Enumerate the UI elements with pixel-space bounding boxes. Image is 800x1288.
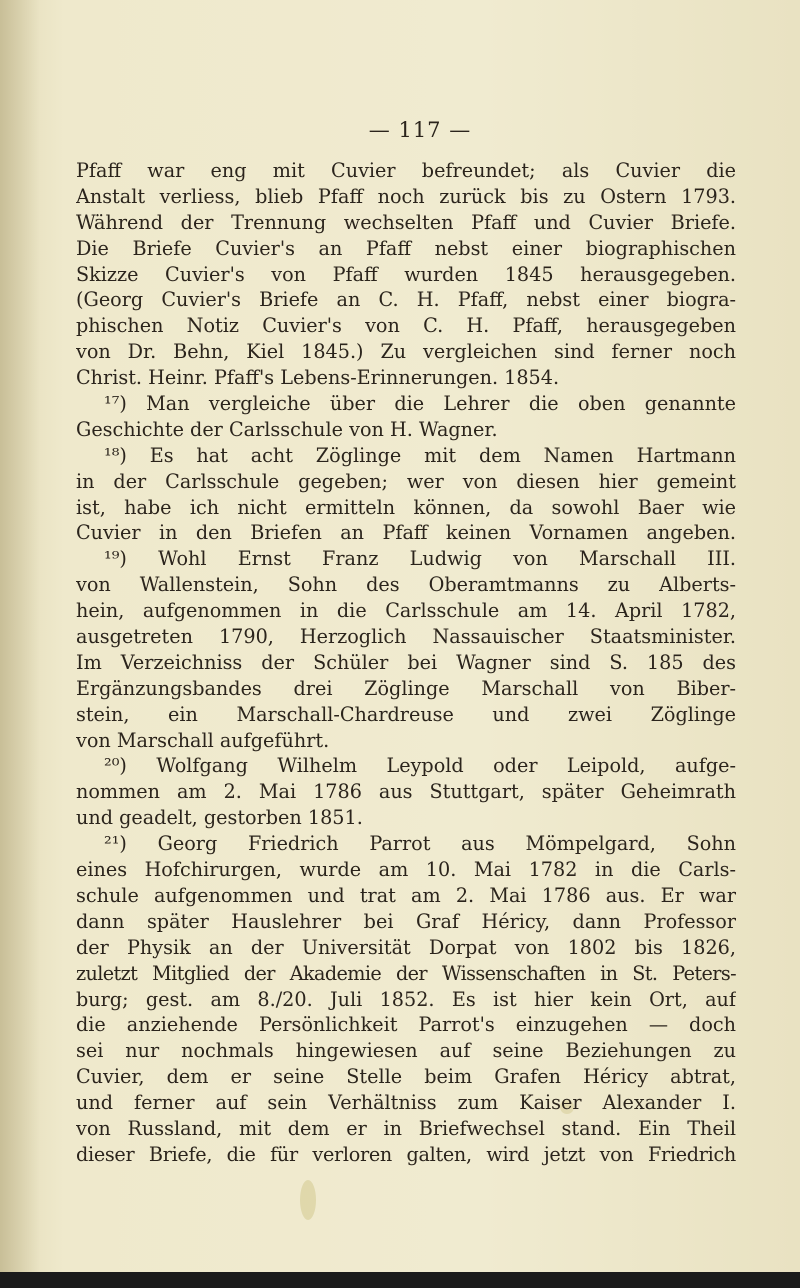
text-line: Während der Trennung wechselten Pfaff und Cuvier Briefe. [76,210,736,234]
body-text [76,158,736,1168]
binding-shadow [0,0,40,1288]
text-line: (Georg Cuvier's Briefe an C. H. Pfaff, nebst einer biogra- [76,288,736,312]
text-line: zuletzt Mitglied der Akademie der Wissenschaften in St. Peters- [76,961,736,985]
text-line: und ferner auf sein Verhältniss zum Kaiser Alexander I. [76,1091,736,1115]
text-line: burg; gest. am 8./20. Juli 1852. Es ist hier kein Ort, auf [76,987,736,1011]
text-line: Anstalt verliess, blieb Pfaff noch zurück bis zu Ostern 1793. [76,184,736,208]
text-line: dieser Briefe, die für verloren galten, wird jetzt von Friedrich [76,1142,736,1166]
footnote-18: ¹⁸) Es hat acht Zöglinge mit dem Namen Hartmann [104,443,736,467]
footnote-20: ²⁰) Wolfgang Wilhelm Leypold oder Leipold, aufge- [104,754,736,778]
text-line: Cuvier in den Briefen an Pfaff keinen Vornamen angeben. [76,521,736,545]
footnote-17: ¹⁷) Man vergleiche über die Lehrer die oben genannte [104,392,736,416]
text-line: in der Carlsschule gegeben; wer von diesen hier gemeint [76,469,736,493]
text-line: Geschichte der Carlsschule von H. Wagner. [76,417,498,441]
footnote-21: ²¹) Georg Friedrich Parrot aus Mömpelgard, Sohn [104,832,736,856]
text-line: sei nur nochmals hingewiesen auf seine Beziehungen zu [76,1039,736,1063]
paper-stain [300,1180,316,1220]
footnote-19: ¹⁹) Wohl Ernst Franz Ludwig von Marschall III. [104,547,736,571]
text-line: die anziehende Persönlichkeit Parrot's einzugehen — doch [76,1013,736,1037]
text-line: Pfaff war eng mit Cuvier befreundet; als Cuvier die [76,159,736,182]
text-line: Christ. Heinr. Pfaff's Lebens-Erinnerungen. 1854. [76,366,560,390]
text-line: nommen am 2. Mai 1786 aus Stuttgart, später Geheimrath [76,780,736,804]
text-line: schule aufgenommen und trat am 2. Mai 1786 aus. Er war [76,883,736,907]
page-number-header: — 117 — [368,118,472,142]
text-line: von Wallenstein, Sohn des Oberamtmanns zu Alberts- [76,573,736,597]
text-line: von Marschall aufgeführt. [76,728,330,752]
scan-edge-bar [0,1272,800,1288]
text-line: Cuvier, dem er seine Stelle beim Grafen Héricy abtrat, [76,1065,736,1089]
text-line: hein, aufgenommen in die Carlsschule am 14. April 1782, [76,599,736,623]
text-line: stein, ein Marschall-Chardreuse und zwei Zöglinge [76,702,736,726]
text-line: dann später Hauslehrer bei Graf Héricy, dann Professor [76,909,736,933]
text-line: ist, habe ich nicht ermitteln können, da sowohl Baer wie [76,495,736,519]
text-line: der Physik an der Universität Dorpat von 1802 bis 1826, [76,935,736,959]
text-line: ausgetreten 1790, Herzoglich Nassauischer Staatsminister. [76,625,736,649]
text-line: eines Hofchirurgen, wurde am 10. Mai 1782 in die Carls- [76,858,736,882]
text-line: Ergänzungsbandes drei Zöglinge Marschall von Biber- [76,676,736,700]
text-line: und geadelt, gestorben 1851. [76,806,363,830]
text-line: Skizze Cuvier's von Pfaff wurden 1845 herausgegeben. [76,262,736,286]
text-line: von Dr. Behn, Kiel 1845.) Zu vergleichen sind ferner noch [76,340,736,364]
text-line: phischen Notiz Cuvier's von C. H. Pfaff, herausgegeben [76,314,736,338]
text-line: Im Verzeichniss der Schüler bei Wagner sind S. 185 des [76,650,736,674]
text-line: Die Briefe Cuvier's an Pfaff nebst einer biographischen [76,236,736,260]
text-line: von Russland, mit dem er in Briefwechsel stand. Ein Theil [76,1116,736,1140]
